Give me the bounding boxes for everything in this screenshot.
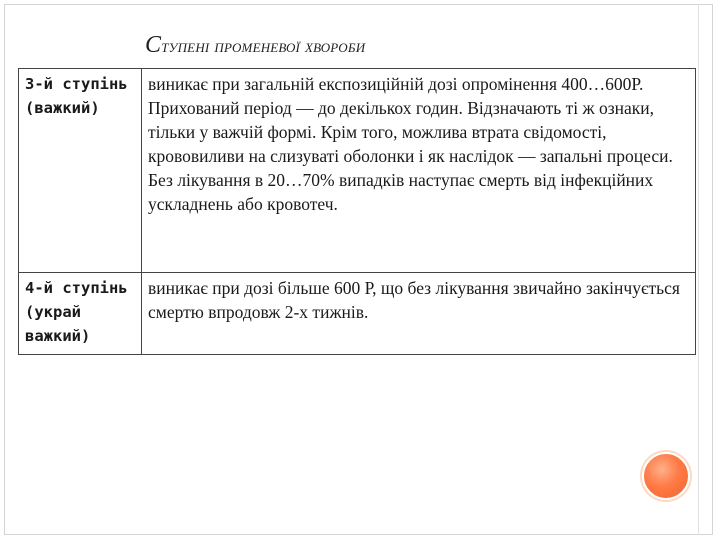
table-row-stage-3 — [19, 69, 696, 273]
slide-frame-rule — [698, 4, 699, 535]
stage-3-label: 3-й ступінь (важкий) — [19, 69, 142, 273]
orange-circle-decoration — [642, 452, 690, 500]
stage-4-label: 4-й ступінь (украй важкий) — [19, 273, 142, 355]
slide-title-initial: С — [145, 32, 162, 58]
table-row-stage-4 — [19, 273, 696, 355]
slide-title — [145, 32, 365, 59]
stage-4-description: виникає при дозі більше 600 Р, що без лікування звичайно закінчується смертю впродовж 2-х тижнів. — [142, 273, 696, 355]
stage-3-description: виникає при загальній експозиційній дозі опромінення 400…600Р. Прихований період — до декількох годин. Відзначають ті ж ознаки, тільки у важчій формі. Крім того, можлива втрата свідомості, крововиливи на слизуваті оболонки і як наслідок — запальні процеси. Без лікування в 20…70% випадків наступає смерть від інфекційних ускладнень або кровотеч. — [142, 69, 696, 273]
radiation-stages-table — [18, 68, 696, 355]
slide-title-rest: тупені променевої хвороби — [161, 36, 366, 57]
